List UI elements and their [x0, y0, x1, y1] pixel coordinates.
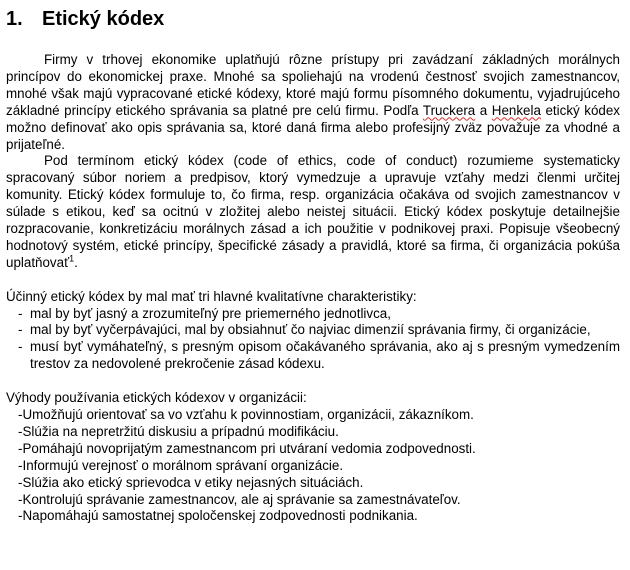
list-item: - mal by byť jasný a zrozumiteľný pre priemerného jednotlivca,	[6, 306, 620, 323]
list-item: - Pomáhajú novoprijatým zamestnancom pri utváraní vedomia zodpovednosti.	[6, 441, 620, 458]
blank-line	[6, 272, 620, 289]
list-item: - mal by byť vyčerpávajúci, mal by obsiahnuť čo najviac dimenzií správania firmy, či organizácie,	[6, 322, 620, 339]
paragraph-definition-end: .	[74, 254, 78, 270]
blank-line	[6, 373, 620, 390]
section-number: 1.	[6, 8, 23, 30]
paragraph-intro-text-3: etický kódex možno definovať ako opis správania sa, ktoré daná firma alebo profesijný zväz považuje za vhodné a prijateľné.	[6, 102, 620, 152]
paragraph-intro-text-2: a	[475, 102, 492, 118]
paragraph-definition	[6, 153, 620, 271]
spellcheck-word-henkela: Henkela	[491, 102, 541, 118]
footnote-reference: 1	[69, 253, 75, 264]
section-heading	[6, 6, 164, 32]
spellcheck-word-truckera: Truckera	[422, 102, 476, 118]
list-item: - Umožňujú orientovať sa vo vzťahu k povinnostiam, organizácii, zákazníkom.	[6, 407, 620, 424]
characteristics-list	[6, 306, 620, 374]
list-item: - Kontrolujú správanie zamestnancov, ale aj správanie sa zamestnávateľov.	[6, 492, 620, 509]
list-item: - Slúžia ako etický sprievodca v etiky nejasných situáciách.	[6, 475, 620, 492]
list-item: - musí byť vymáhateľný, s presným opisom očakávaného správania, ako aj s presným vymedzením trestov za nedovolené prekročenie zásad kódexu.	[6, 339, 620, 373]
document-body	[6, 52, 620, 525]
list-item: - Informujú verejnosť o morálnom správaní organizácie.	[6, 458, 620, 475]
paragraph-definition-text: Pod termínom etický kódex (code of ethics, code of conduct) rozumieme systematicky spracovaný súbor noriem a predpisov, ktorý vymedzuje a upravuje vzťahy medzi členmi určitej komunity. Etický kódex formuluje to, čo firma, resp. organizácia očakáva od svojich zamestnancov v súlade s etikou, keď sa ocitnú v zložitej alebo neistej situácii. Etický kódex poskytuje detailnejšie rozpracovanie, konkretizáciu morálnych zásad a ich použitie v podnikovej praxi. Popisuje všeobecný hodnotový systém, etické princípy, špecifické zásady a pravidlá, ktoré sa firma, či organizácia pokúša uplatňovať	[6, 153, 620, 270]
list-item: - Slúžia na nepretržitú diskusiu a prípadnú modifikáciu.	[6, 424, 620, 441]
advantages-intro: Výhody používania etických kódexov v organizácii:	[6, 390, 307, 406]
list-item: - Napomáhajú samostatnej spoločenskej zodpovednosti podnikania.	[6, 508, 620, 525]
paragraph-intro-text-1: Firmy v trhovej ekonomike uplatňujú rôzne prístupy pri zavádzaní základných morálnych princípov do ekonomickej praxe. Mnohé sa spoliehajú na vrodenú čestnosť svojich zamestnancov, mnohé však majú vypracované etické kódexy, ktoré majú formu písomného dokumentu, vyjadrujúceho základné princípy etického správania sa platné pre celú firmu. Podľa	[6, 52, 620, 118]
section-title: Etický kódex	[42, 8, 165, 30]
characteristics-intro: Účinný etický kódex by mal mať tri hlavné kvalitatívne charakteristiky:	[6, 288, 417, 304]
advantages-list	[6, 407, 620, 525]
paragraph-intro	[6, 52, 620, 153]
